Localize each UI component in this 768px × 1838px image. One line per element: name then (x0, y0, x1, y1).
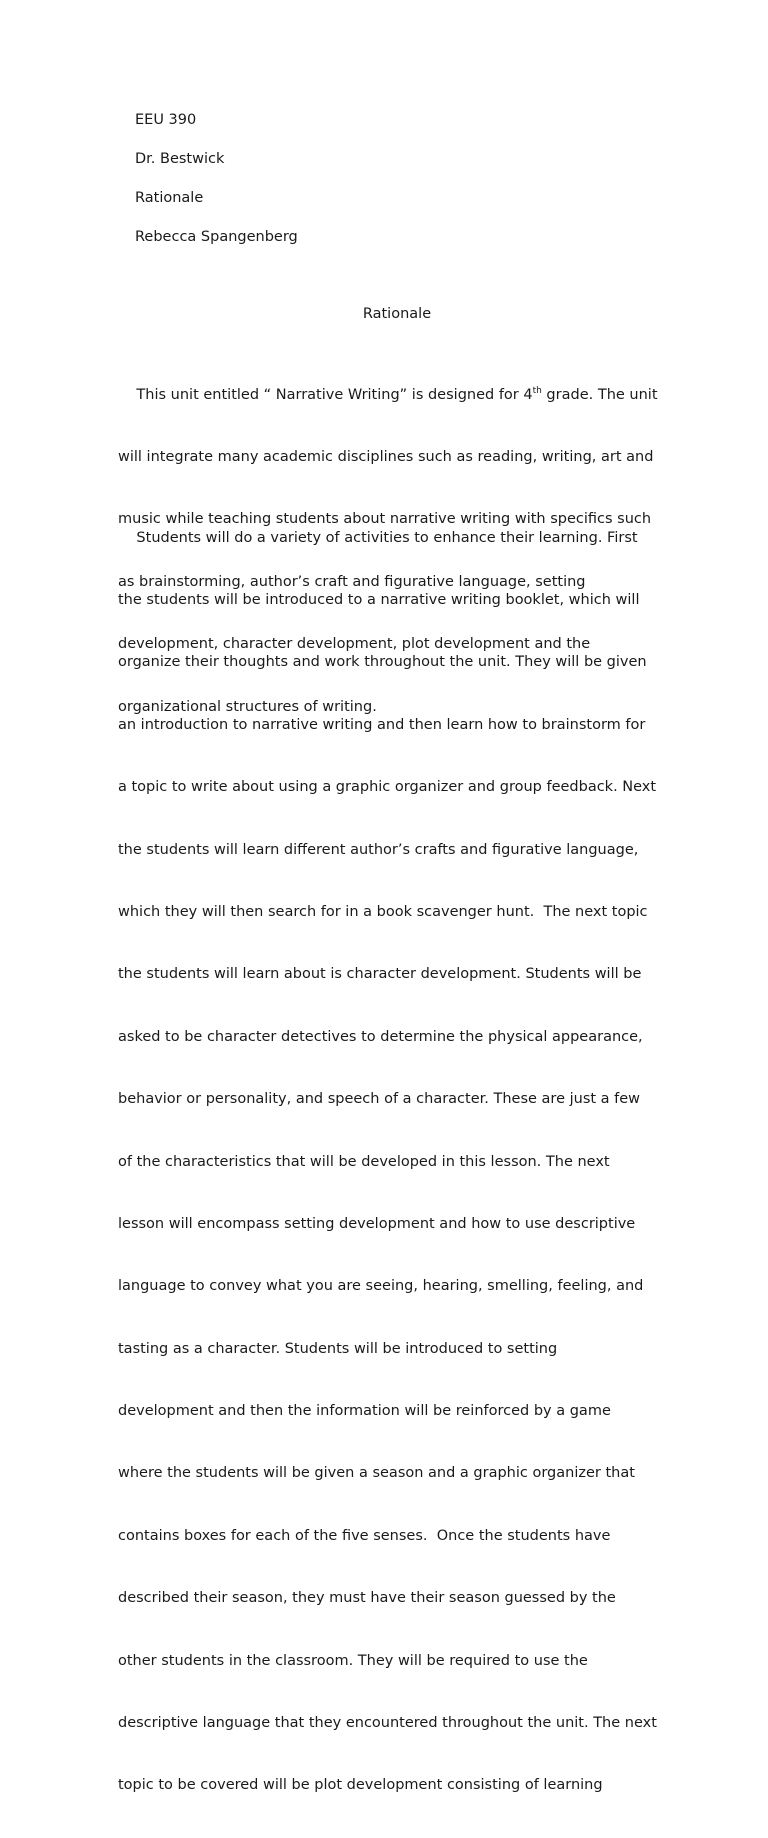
page-title: Rationale (362, 306, 432, 322)
paragraph-line: asked to be character detectives to determine the physical appearance, (118, 1028, 643, 1045)
paragraph-line: behavior or personality, and speech of a character. These are just a few (118, 1091, 641, 1108)
paragraph-line (118, 385, 678, 406)
line-text: grade. The unit (541, 386, 658, 403)
author-name: Rebecca Spangenberg (135, 229, 298, 245)
paragraph-line: music while teaching students about narrative writing with specifics such (118, 511, 652, 528)
paragraph-line: an introduction to narrative writing and then learn how to brainstorm for (118, 716, 646, 733)
paragraph-line: of the characteristics that will be developed in this lesson. The next (118, 1153, 610, 1170)
instructor-name: Dr. Bestwick (135, 151, 225, 167)
paragraph-line: language to convey what you are seeing, hearing, smelling, feeling, and (118, 1278, 644, 1295)
paragraph-line: development and then the information will be reinforced by a game (118, 1403, 611, 1420)
paragraph-line: contains boxes for each of the five senses. Once the students have (118, 1527, 611, 1544)
paragraph-activities (118, 486, 678, 1838)
paragraph-line: descriptive language that they encountered throughout the unit. The next (118, 1715, 657, 1732)
paragraph-line: organize their thoughts and work throughout the unit. They will be given (118, 654, 647, 671)
ordinal-suffix: th (532, 385, 542, 396)
paragraph-line: Students will do a variety of activities to enhance their learning. First (118, 529, 638, 546)
paragraph-line: as brainstorming, author’s craft and figurative language, setting (118, 573, 586, 590)
paragraph-line: lesson will encompass setting development and how to use descriptive (118, 1215, 636, 1232)
paragraph-line: the students will learn different author’s crafts and figurative language, (118, 841, 639, 858)
paragraph-line: will integrate many academic disciplines such as reading, writing, art and (118, 448, 654, 465)
paragraph-line: a topic to write about using a graphic organizer and group feedback. Next (118, 779, 657, 796)
paragraph-line: which they will then search for in a book scavenger hunt. The next topic (118, 903, 648, 920)
document-type: Rationale (135, 190, 204, 206)
line-text: This unit entitled “ Narrative Writing” is designed for 4 (118, 386, 533, 403)
course-code: EEU 390 (135, 112, 197, 128)
paragraph-line: other students in the classroom. They will be required to use the (118, 1652, 588, 1669)
paragraph-line: tasting as a character. Students will be introduced to setting (118, 1340, 558, 1357)
paragraph-line: the students will learn about is character development. Students will be (118, 966, 642, 983)
paragraph-line: the students will be introduced to a narrative writing booklet, which will (118, 591, 640, 608)
paragraph-line: organizational structures of writing. (118, 698, 377, 715)
paragraph-line: where the students will be given a season and a graphic organizer that (118, 1465, 635, 1482)
paragraph-line: topic to be covered will be plot development consisting of learning (118, 1777, 603, 1794)
paragraph-line: development, character development, plot development and the (118, 636, 591, 653)
paragraph-line: described their season, they must have their season guessed by the (118, 1590, 616, 1607)
